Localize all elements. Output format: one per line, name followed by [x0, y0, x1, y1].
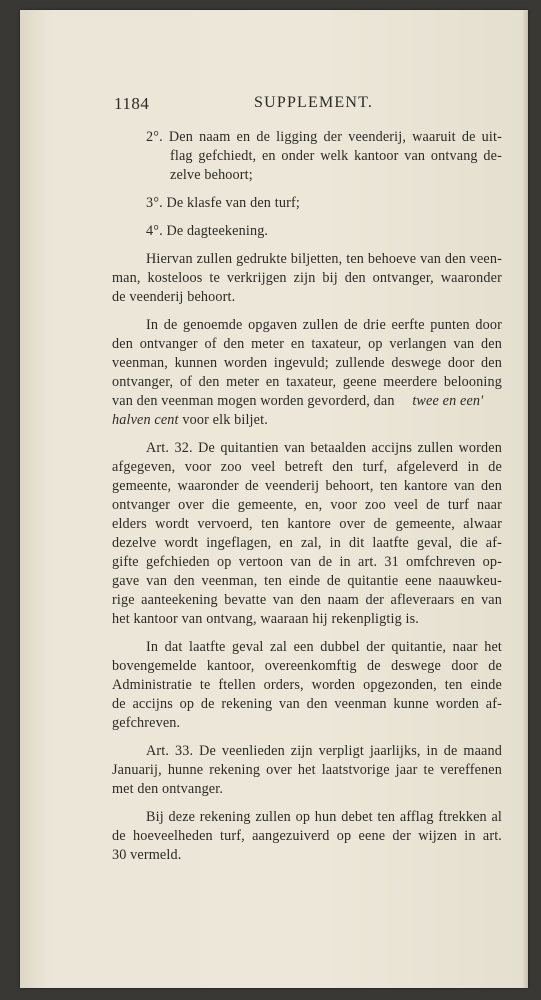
- list-item-4: [112, 222, 502, 241]
- text-line: dezelve wordt ingeflagen, en zal, in dit laatfte geval, die af-: [112, 535, 502, 551]
- text-line: flag gefchiedt, en onder welk kantoor van ontvang de-: [170, 148, 502, 164]
- text-line: 3°. De klasfe van den turf;: [146, 195, 300, 211]
- article-32: [112, 439, 502, 629]
- text-line: ontvanger over die gemeente, en, voor zoo veel de turf naar: [112, 497, 502, 513]
- paragraph-dubbel: [112, 638, 502, 733]
- text-line: man, kosteloos te verkrijgen zijn bij den ontvanger, waaronder: [112, 270, 502, 286]
- text-line: gefchreven.: [112, 715, 181, 731]
- page-number: 1184: [114, 94, 150, 113]
- text-line: In de genoemde opgaven zullen de drie eerfte punten door: [146, 317, 502, 333]
- text-line: 2°. Den naam en de ligging der veenderij, waaruit de uit-: [146, 129, 502, 145]
- text-line: Bij deze rekening zullen op hun debet ten afflag ftrekken al: [146, 809, 502, 825]
- text-line: met den ontvanger.: [112, 781, 224, 797]
- text-line: gemeente, waaronder de veenderij behoort, ten kantore van den: [112, 478, 502, 494]
- book-page: [20, 10, 528, 988]
- text-line: 30 vermeld.: [112, 847, 182, 863]
- text-line: Administratie te ftellen orders, worden opgezonden, ten einde: [112, 677, 502, 693]
- text-line: Januarij, hunne rekening over het laatstvorige jaar te vereffenen: [112, 762, 502, 778]
- text-line: rige aanteekening bevatte van den naam der afleveraars en van: [112, 592, 502, 608]
- text-line: elders wordt vervoerd, ten kantore over de gemeente, alwaar: [112, 516, 502, 532]
- list-item-2: [112, 128, 502, 185]
- text-line: het kantoor van ontvang, waaraan hij rekenpligtig is.: [112, 611, 419, 627]
- italic-run: twee en een': [412, 393, 484, 409]
- text-line: veenman, kunnen worden ingevuld; zullende deswege door den: [112, 355, 502, 371]
- body-text: [112, 128, 502, 874]
- text-line: de accijns op de rekening van den veenman kunne worden af-: [112, 696, 502, 712]
- text-line-with-italic: [112, 392, 502, 411]
- text-line: 4°. De dagteekening.: [146, 223, 269, 239]
- text-run: van den veenman mogen worden gevorderd, dan: [112, 393, 395, 409]
- italic-run: halven cent: [112, 412, 179, 428]
- paragraph-debet: [112, 808, 502, 865]
- text-line: ontvanger, of den meter en taxateur, geene meerdere belooning: [112, 374, 502, 390]
- paragraph-biljetten: [112, 250, 502, 307]
- text-line: bovengemelde kantoor, overeenkomftig de deswege door de: [112, 658, 502, 674]
- text-line: zelve behoort;: [170, 167, 253, 183]
- paragraph-opgaven: [112, 316, 502, 430]
- text-line: den ontvanger of den meter en taxateur, op verlangen van den: [112, 336, 502, 352]
- list-item-3: [112, 194, 502, 213]
- text-line: Art. 33. De veenlieden zijn verpligt jaarlijks, in de maand: [146, 743, 502, 759]
- page-header: [114, 94, 504, 118]
- article-33: [112, 742, 502, 799]
- text-line: gifte gefchieden op vertoon van de in art. 31 omfchreven op-: [112, 554, 502, 570]
- text-line: Hiervan zullen gedrukte biljetten, ten behoeve van den veen-: [146, 251, 502, 267]
- text-line: de hoeveelheden turf, aangezuiverd op eene der wijzen in art.: [112, 828, 502, 844]
- running-head: SUPPLEMENT.: [254, 94, 374, 111]
- text-run: voor elk biljet.: [178, 412, 268, 428]
- text-line: Art. 32. De quitantien van betaalden accijns zullen worden: [146, 440, 502, 456]
- page-edge-shadow: [522, 10, 528, 988]
- text-line: [112, 411, 502, 430]
- text-line: In dat laatfte geval zal een dubbel der quitantie, naar het: [146, 639, 502, 655]
- text-line: afgegeven, voor zoo veel betreft den turf, afgeleverd in de: [112, 459, 502, 475]
- text-line: gave van den veenman, ten einde de quitantie eene naauwkeu-: [112, 573, 502, 589]
- text-line: de veenderij behoort.: [112, 289, 236, 305]
